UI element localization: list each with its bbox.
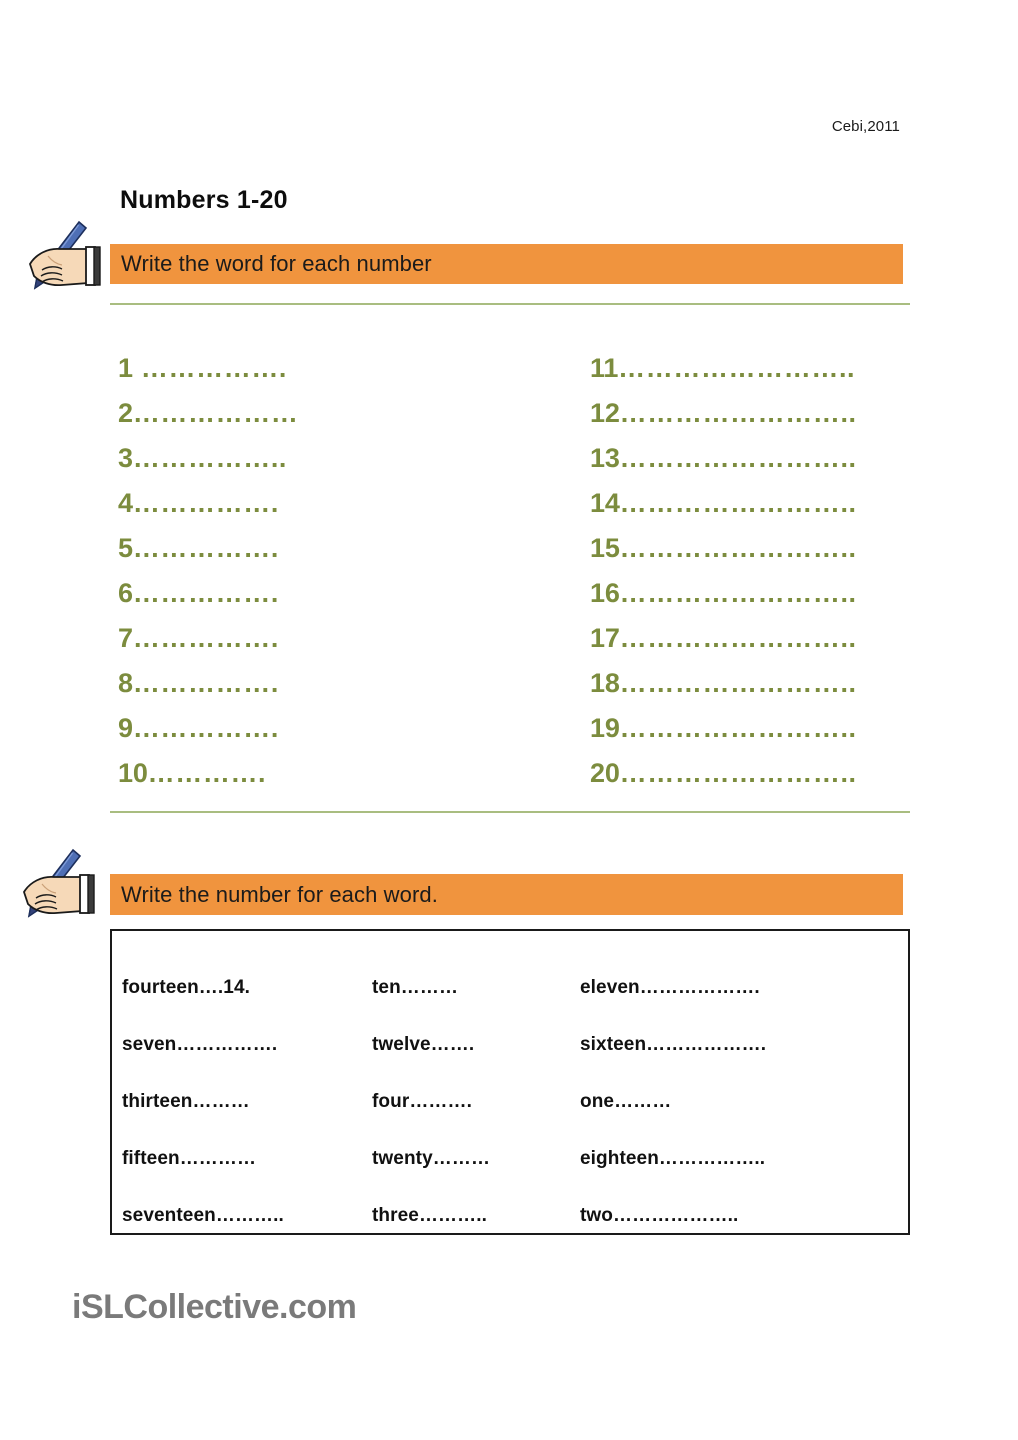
- answer-dots: ……………………..: [619, 398, 857, 428]
- word-blank-item[interactable]: eleven……………….: [580, 977, 760, 998]
- answer-dots: ……………………..: [619, 713, 857, 743]
- number-blank-item[interactable]: [118, 661, 590, 706]
- answer-dots: …………….: [132, 353, 288, 383]
- divider-bottom: [110, 811, 910, 813]
- number-label: 10: [118, 758, 148, 788]
- word-blank-item[interactable]: two………………..: [580, 1205, 739, 1226]
- number-label: 4: [118, 488, 133, 518]
- numbers-exercise-grid: [118, 346, 908, 796]
- answer-dots: ……………………..: [619, 533, 857, 563]
- divider-top: [110, 303, 910, 305]
- number-blank-item[interactable]: [118, 436, 590, 481]
- word-blank-item[interactable]: four……….: [372, 1091, 473, 1112]
- number-blank-item[interactable]: [118, 391, 590, 436]
- number-label: 16: [590, 578, 620, 608]
- number-label: 1: [118, 353, 133, 383]
- hand-writing-pencil-icon: [22, 220, 106, 296]
- instruction-text-1: Write the word for each number: [121, 251, 432, 276]
- instruction-banner-2: [110, 874, 903, 915]
- number-label: 14: [590, 488, 620, 518]
- word-blank-item[interactable]: sixteen……………….: [580, 1034, 767, 1055]
- word-blank-item[interactable]: seven…………….: [122, 1034, 278, 1055]
- answer-dots: ……………..: [132, 443, 288, 473]
- number-label: 2: [118, 398, 133, 428]
- number-label: 11: [590, 353, 619, 383]
- number-label: 17: [590, 623, 620, 653]
- number-blank-item[interactable]: [118, 571, 590, 616]
- word-blank-item[interactable]: seventeen………..: [122, 1205, 284, 1226]
- words-exercise-grid: [122, 959, 902, 1244]
- hand-writing-pencil-icon: [16, 848, 100, 924]
- number-label: 5: [118, 533, 133, 563]
- word-blank-item[interactable]: thirteen………: [122, 1091, 250, 1112]
- number-blank-item[interactable]: [590, 481, 908, 526]
- number-blank-item[interactable]: [118, 751, 590, 796]
- number-blank-item[interactable]: [590, 616, 908, 661]
- words-exercise-box: [110, 929, 910, 1235]
- number-label: 8: [118, 668, 133, 698]
- answer-dots: …………….: [132, 578, 279, 608]
- number-blank-item[interactable]: [590, 706, 908, 751]
- number-label: 19: [590, 713, 620, 743]
- number-blank-item[interactable]: [590, 436, 908, 481]
- number-blank-item[interactable]: [118, 526, 590, 571]
- word-blank-item[interactable]: fourteen….14.: [122, 977, 250, 998]
- number-blank-item[interactable]: [118, 706, 590, 751]
- word-blank-item[interactable]: twelve…….: [372, 1034, 475, 1055]
- answer-dots: ………………: [132, 398, 299, 428]
- word-blank-item[interactable]: three………..: [372, 1205, 488, 1226]
- site-watermark: iSLCollective.com: [72, 1288, 357, 1326]
- number-blank-item[interactable]: [590, 346, 908, 391]
- credit-text: Cebi,2011: [831, 118, 900, 135]
- answer-dots: ……………………..: [619, 668, 857, 698]
- number-label: 20: [590, 758, 620, 788]
- answer-dots: ……………………..: [619, 623, 857, 653]
- answer-dots: ……………………..: [619, 758, 857, 788]
- word-blank-item[interactable]: fifteen…………: [122, 1148, 257, 1169]
- number-label: 6: [118, 578, 133, 608]
- instruction-text-2: Write the number for each word.: [121, 881, 438, 907]
- page-title: Numbers 1-20: [120, 186, 288, 214]
- number-label: 15: [590, 533, 620, 563]
- number-label: 18: [590, 668, 620, 698]
- number-blank-item[interactable]: [590, 391, 908, 436]
- answer-dots: …………….: [132, 533, 279, 563]
- answer-dots: …………….: [132, 713, 279, 743]
- number-blank-item[interactable]: [590, 661, 908, 706]
- number-blank-item[interactable]: [590, 571, 908, 616]
- number-label: 3: [118, 443, 133, 473]
- word-blank-item[interactable]: twenty………: [372, 1148, 491, 1169]
- number-blank-item[interactable]: [118, 616, 590, 661]
- instruction-banner-1: [110, 244, 903, 284]
- number-label: 9: [118, 713, 133, 743]
- answer-dots: …………….: [132, 488, 279, 518]
- number-blank-item[interactable]: [590, 751, 908, 796]
- answer-dots: …………….: [132, 623, 279, 653]
- number-label: 7: [118, 623, 133, 653]
- answer-dots: ……………………..: [618, 353, 856, 383]
- word-blank-item[interactable]: ten………: [372, 977, 459, 998]
- number-blank-item[interactable]: [590, 526, 908, 571]
- answer-dots: ……………………..: [619, 443, 857, 473]
- number-label: 13: [590, 443, 620, 473]
- word-blank-item[interactable]: eighteen……………..: [580, 1148, 766, 1169]
- word-blank-item[interactable]: one………: [580, 1091, 672, 1112]
- answer-dots: ………….: [147, 758, 267, 788]
- answer-dots: ……………………..: [619, 578, 857, 608]
- number-blank-item[interactable]: [118, 481, 590, 526]
- answer-dots: ……………………..: [619, 488, 857, 518]
- number-label: 12: [590, 398, 620, 428]
- number-blank-item[interactable]: [118, 346, 590, 391]
- answer-dots: …………….: [132, 668, 279, 698]
